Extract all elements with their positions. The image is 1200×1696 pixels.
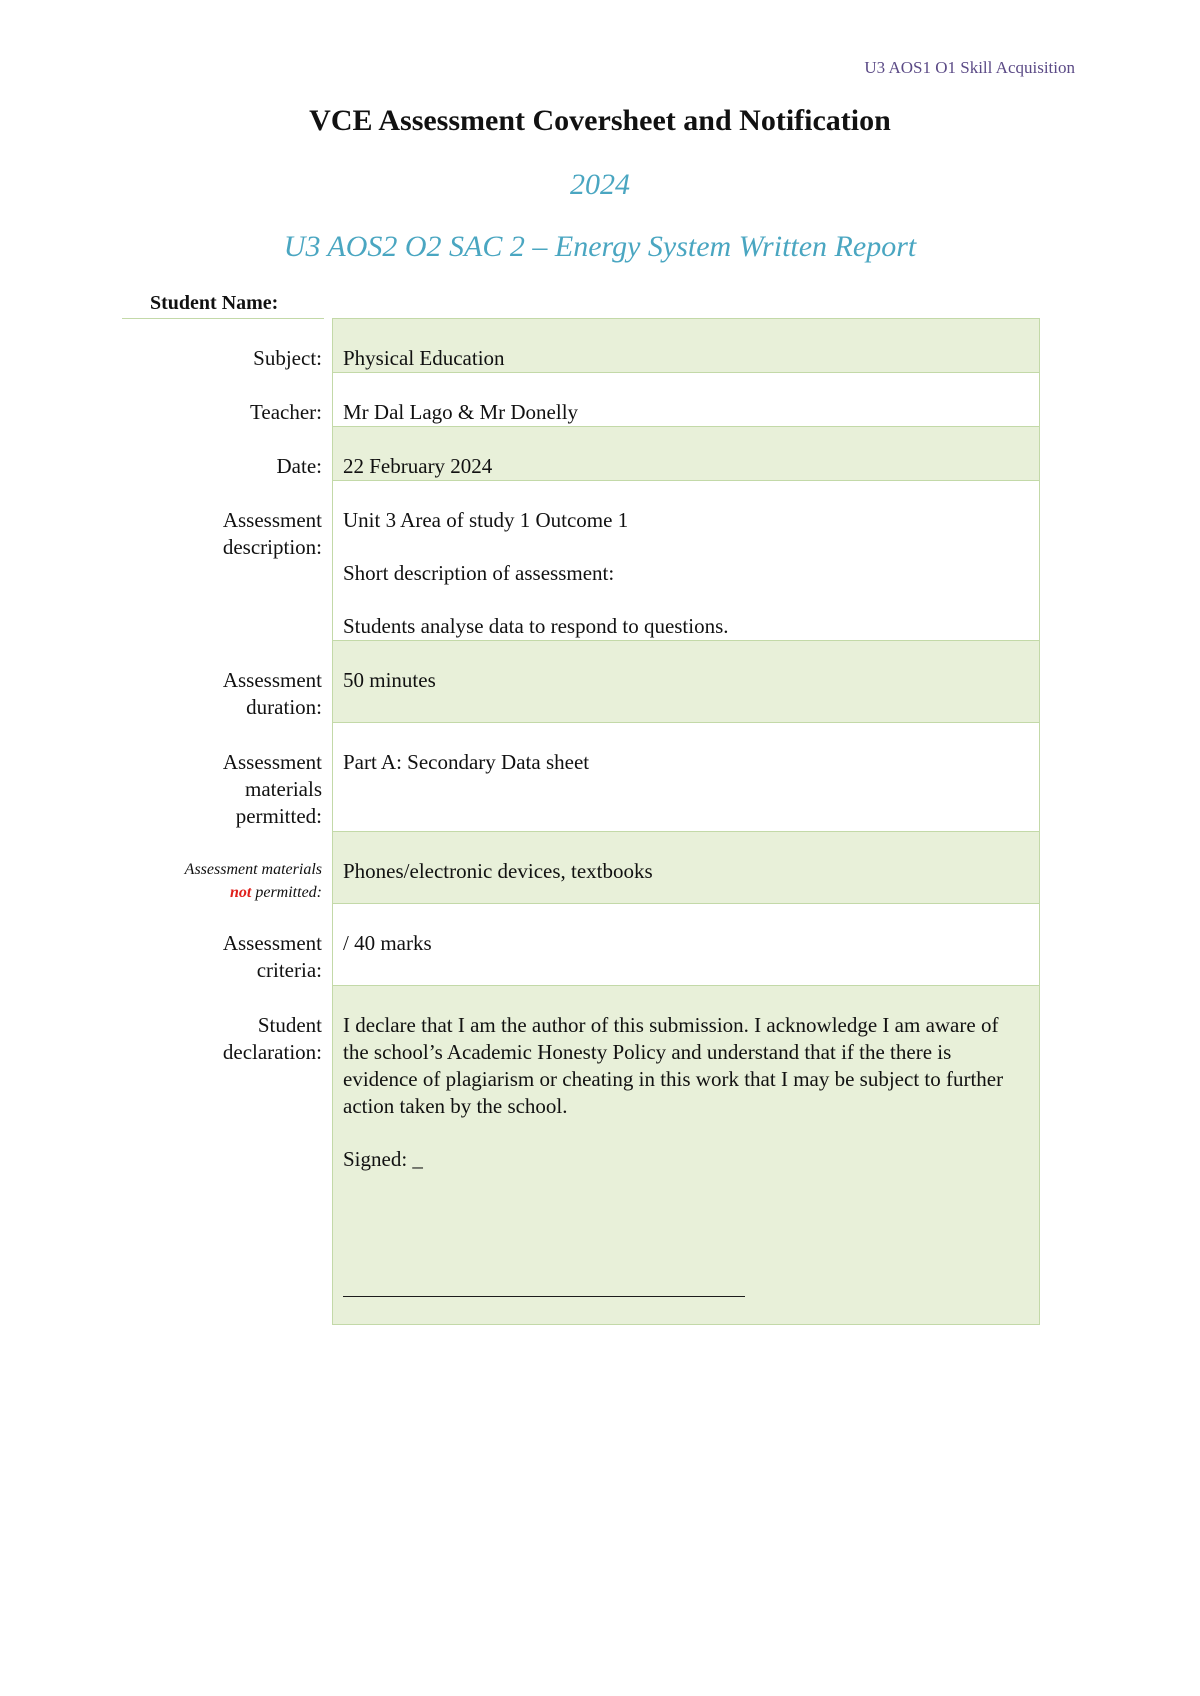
criteria-value: / 40 marks <box>333 904 1040 986</box>
declaration-label-line1: Student <box>257 1012 322 1037</box>
header-reference: U3 AOS1 O1 Skill Acquisition <box>864 58 1075 77</box>
row-criteria <box>122 904 1040 986</box>
duration-label <box>122 641 333 723</box>
materials-not-permitted-label-line1: Assessment materials <box>184 860 322 878</box>
description-line3: Students analyse data to respond to questions. <box>343 614 729 638</box>
row-materials-not-permitted <box>122 832 1040 904</box>
row-duration <box>122 641 1040 723</box>
declaration-label-line2: declaration: <box>222 1039 322 1064</box>
description-line1: Unit 3 Area of study 1 Outcome 1 <box>343 508 629 532</box>
row-subject <box>122 319 1040 373</box>
row-materials-permitted <box>122 723 1040 832</box>
signature-line[interactable] <box>343 1296 745 1297</box>
document-title: VCE Assessment Coversheet and Notification <box>309 104 891 137</box>
materials-not-permitted-value: Phones/electronic devices, textbooks <box>333 832 1040 904</box>
subject-value: Physical Education <box>333 319 1040 373</box>
row-teacher <box>122 373 1040 427</box>
signed-label: Signed: _ <box>343 1147 423 1171</box>
duration-value: 50 minutes <box>333 641 1040 723</box>
duration-label-line2: duration: <box>246 694 322 719</box>
teacher-value: Mr Dal Lago & Mr Donelly <box>333 373 1040 427</box>
duration-label-line1: Assessment <box>222 667 322 692</box>
description-value <box>333 481 1040 641</box>
materials-permitted-label-line2: materials <box>245 776 322 801</box>
coversheet-table <box>122 318 1040 1325</box>
student-name-label: Student Name: <box>150 292 279 314</box>
subject-label: Subject: <box>253 345 322 370</box>
description-line2: Short description of assessment: <box>343 561 615 585</box>
declaration-text: I declare that I am the author of this submission. I acknowledge I am aware of the school’s Academic Honesty Policy and understand that if the there is evidence of plagiarism or cheating in this work that I may be subject to further action taken by the school. <box>343 1013 1004 1118</box>
declaration-value <box>333 986 1040 1325</box>
row-description <box>122 481 1040 641</box>
row-date <box>122 427 1040 481</box>
materials-not-permitted-label-line2 <box>122 881 322 904</box>
criteria-label-line2: criteria: <box>256 957 322 982</box>
sac-title: U3 AOS2 O2 SAC 2 – Energy System Written Report <box>283 230 917 263</box>
document-year: 2024 <box>570 168 630 201</box>
description-label <box>122 481 333 641</box>
row-declaration <box>122 986 1040 1325</box>
date-value: 22 February 2024 <box>333 427 1040 481</box>
criteria-label <box>122 904 333 986</box>
materials-permitted-label <box>122 723 333 832</box>
date-label: Date: <box>276 453 322 478</box>
description-label-line2: description: <box>222 534 322 559</box>
teacher-label: Teacher: <box>250 399 322 424</box>
materials-not-permitted-label-rest: permitted: <box>251 883 322 901</box>
not-emphasis: not <box>230 883 252 901</box>
materials-permitted-value: Part A: Secondary Data sheet <box>333 723 1040 832</box>
declaration-label <box>122 986 333 1325</box>
criteria-label-line1: Assessment <box>222 930 322 955</box>
materials-permitted-label-line1: Assessment <box>222 749 322 774</box>
materials-permitted-label-line3: permitted: <box>235 803 322 828</box>
description-label-line1: Assessment <box>222 507 322 532</box>
materials-not-permitted-label <box>122 832 333 904</box>
